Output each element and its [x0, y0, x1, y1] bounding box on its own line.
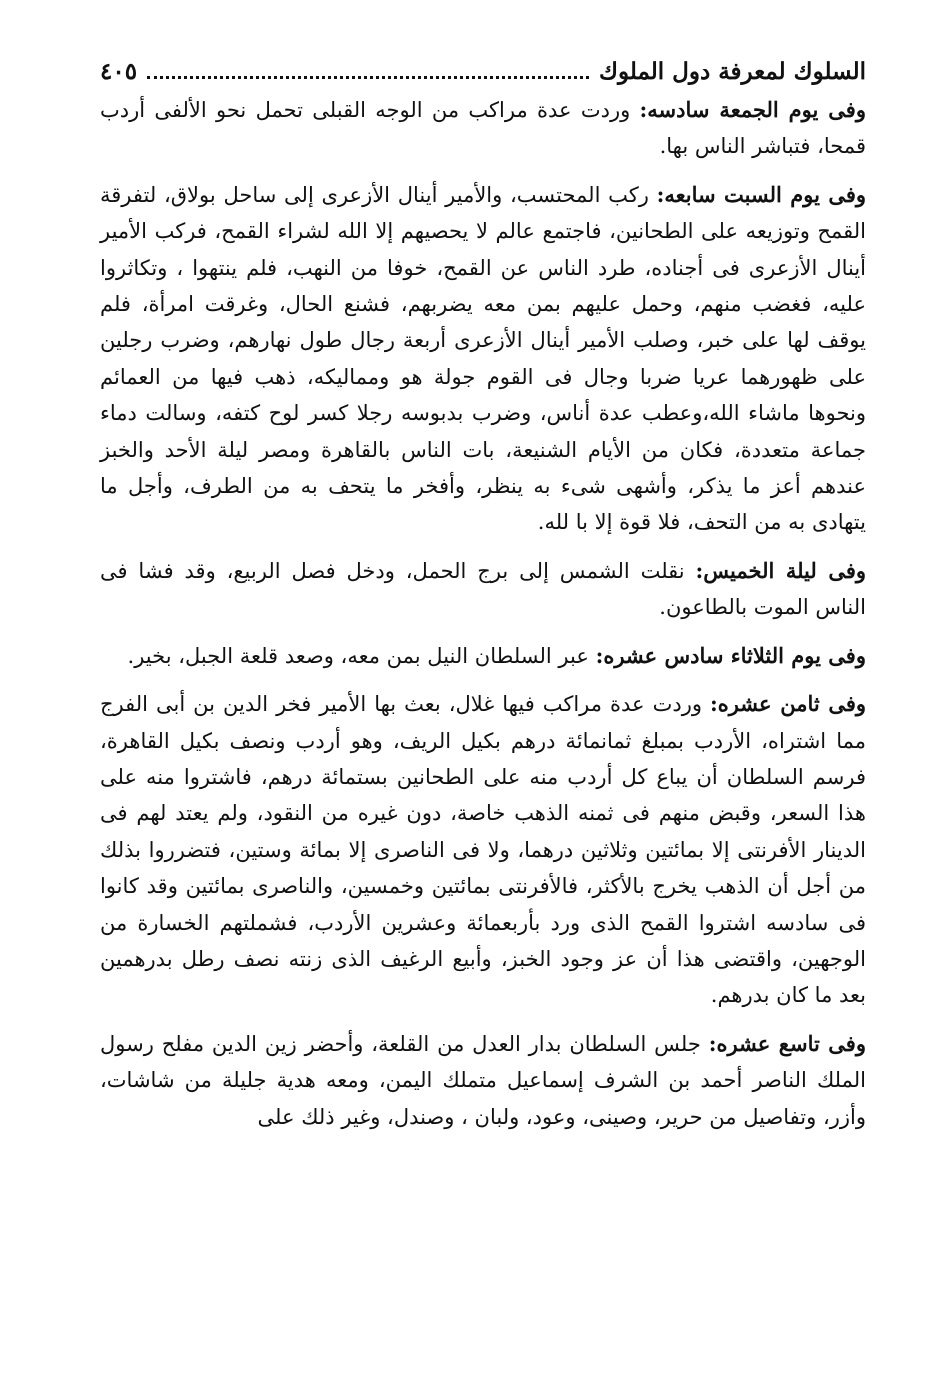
paragraph-lead: وفى يوم الثلاثاء سادس عشره:	[595, 642, 866, 668]
paragraph	[100, 177, 866, 541]
paragraph	[100, 638, 866, 674]
paragraph-lead: وفى ليلة الخميس:	[695, 557, 866, 583]
paragraph	[100, 92, 866, 165]
book-title: السلوك لمعرفة دول الملوك	[598, 58, 866, 85]
header-dotted-leader	[147, 76, 589, 79]
paragraph-text: وردت عدة مراكب فيها غلال، بعث بها الأمير فخر الدين بن أبى الفرج مما اشتراه، الأردب بمبلغ ثمانمائة درهم بكيل الريف، وهو أردب ونصف بكيل القاهرة، فرسم السلطان أن يباع كل أردب منه على الطحانين بستمائة درهم، فاشتروا منه على هذا السعر، وقبض منهم فى ثمنه الذهب خاصة، دون غيره من النقود، ولم يعتد لهم فى الدينار الأفرنتى إلا بمائتين وثلاثين درهما، ولا فى الناصرى إلا بمائة وستين، فتضرروا بذلك من أجل أن الذهب يخرج بالأكثر، فالأفرنتى بمائتين وخمسين، والناصرى بمائتين وقد كانوا فى سادسه اشتروا القمح الذى ورد بأربعمائة وعشرين الأردب، فشملتهم الخسارة من الوجهين، واقتضى هذا أن عز وجود الخبز، وأبيع الرغيف الذى زنته نصف رطل بدرهمين بعد ما كان بدرهم.	[100, 692, 866, 1008]
paragraph-lead: وفى تاسع عشره:	[708, 1030, 866, 1056]
paragraph-text: جلس السلطان بدار العدل من القلعة، وأحضر زين الدين مفلح رسول الملك الناصر أحمد بن الشرف إسماعيل متملك اليمن، ومعه هدية جليلة من شاشات، وأزر، وتفاصيل من حرير، وصينى، وعود، ولبان ، وصندل، وغير ذلك على	[100, 1031, 866, 1129]
paragraph	[100, 553, 866, 626]
page-body	[100, 52, 866, 1147]
paragraph-text: نقلت الشمس إلى برج الحمل، ودخل فصل الربيع، وقد فشا فى الناس الموت بالطاعون.	[100, 558, 866, 620]
paragraph-lead: وفى ثامن عشره:	[709, 691, 866, 717]
page-number: ٤٠٥	[100, 58, 138, 85]
paragraph-lead: وفى يوم السبت سابعه:	[656, 181, 867, 207]
paragraph	[100, 686, 866, 1014]
paragraph	[100, 1026, 866, 1135]
paragraph-text: ركب المحتسب، والأمير أينال الأزعرى إلى ساحل بولاق، لتفرقة القمح وتوزيعه على الطحانين، فاجتمع عالم لا يحصيهم إلا الله لشراء القمح، فركب الأمير أينال الأزعرى فى أجناده، طرد الناس عن القمح، خوفا من النهب، فلم ينتهوا ، وتكاثروا عليه، فغضب منهم، وحمل عليهم بمن معه يضربهم، فشنع الحال، وغرقت امرأة، فلم يوقف لها على خبر، وصلب الأمير أينال الأزعرى أربعة رجال طول نهارهم، وضرب رجلين على ظهورهما عريا ضربا وجال فى القوم جولة هو ومماليكه، ذهب فيها من العمائم ونحوها ماشاء الله،وعطب عدة أناس، وضرب بدبوسه رجلا كسر لوح كتفه، وسالت دماء جماعة متعددة، فكان من الأيام الشنيعة، بات الناس بالقاهرة ومصر ليلة الأحد والخبز عندهم أعز ما يذكر، وأشهى شىء به ينظر، وأفخر ما يتحف به من الطرف، وأجل ما يتهادى به من التحف، فلا قوة إلا با لله.	[100, 182, 866, 535]
paragraph-lead: وفى يوم الجمعة سادسه:	[639, 97, 866, 122]
paragraph-text: عبر السلطان النيل بمن معه، وصعد قلعة الجبل، بخير.	[127, 643, 596, 668]
paragraph-text: وردت عدة مراكب من الوجه القبلى تحمل نحو الألفى أردب قمحا، فتباشر الناس بها.	[100, 98, 866, 159]
running-header	[100, 52, 866, 92]
